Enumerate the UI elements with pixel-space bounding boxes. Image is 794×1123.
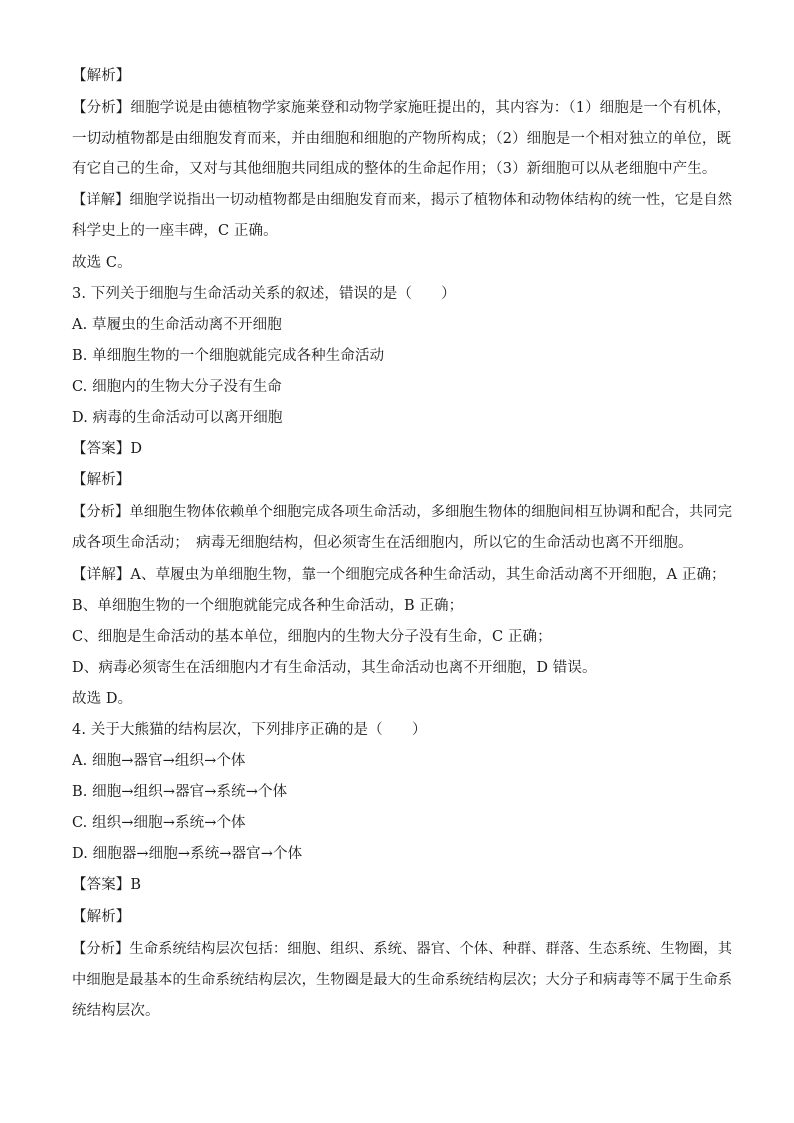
detail-paragraph-line: C、细胞是生命活动的基本单位，细胞内的生物大分子没有生命，C 正确；	[72, 629, 552, 645]
question-3-answer: 【答案】D	[72, 441, 143, 457]
section-heading-analysis: 【解析】	[72, 68, 131, 84]
question-4-option-a: A. 细胞→器官→组织→个体	[72, 753, 246, 769]
analysis-paragraph-line: 成各项生命活动； 病毒无细胞结构，但必须寄生在活细胞内，所以它的生命活动也离不开细胞。	[72, 535, 693, 551]
question-3-stem: 3. 下列关于细胞与生命活动关系的叙述，错误的是（ ）	[72, 286, 456, 302]
detail-paragraph-line: B、单细胞生物的一个细胞就能完成各种生命活动，B 正确；	[72, 598, 464, 614]
analysis-paragraph-line: 有它自己的生命，又对与其他细胞共同组成的整体的生命起作用；（3）新细胞可以从老细胞中产生。	[72, 161, 717, 177]
question-3-option-d: D. 病毒的生命活动可以离开细胞	[72, 410, 283, 426]
analysis-paragraph-line: 统结构层次。	[72, 1003, 160, 1019]
detail-paragraph-line: D、病毒必须寄生在活细胞内才有生命活动，其生命活动也离不开细胞，D 错误。	[72, 660, 597, 676]
analysis-paragraph-line: 【分析】细胞学说是由德植物学家施莱登和动物学家施旺提出的，其内容为：（1）细胞是一个有机体，	[72, 100, 732, 116]
detail-paragraph-line: 科学史上的一座丰碑，C 正确。	[72, 223, 278, 239]
section-heading-analysis: 【解析】	[72, 472, 131, 488]
question-3-option-b: B. 单细胞生物的一个细胞就能完成各种生命活动	[72, 348, 385, 364]
question-4-stem: 4. 关于大熊猫的结构层次，下列排序正确的是（ ）	[72, 722, 427, 738]
conclusion-line: 故选 D。	[72, 691, 133, 707]
section-heading-analysis: 【解析】	[72, 909, 131, 925]
analysis-paragraph-line: 中细胞是最基本的生命系统结构层次，生物圈是最大的生命系统结构层次；大分子和病毒等不属于生命系	[72, 972, 733, 988]
question-3-option-c: C. 细胞内的生物大分子没有生命	[72, 379, 282, 395]
question-4-answer: 【答案】B	[72, 877, 142, 893]
analysis-paragraph-line: 【分析】单细胞生物体依赖单个细胞完成各项生命活动，多细胞生物体的细胞间相互协调和配合，共同完	[72, 504, 733, 520]
analysis-paragraph-line: 一切动植物都是由细胞发育而来，并由细胞和细胞的产物所构成；（2）细胞是一个相对独立的单位，既	[72, 131, 732, 147]
conclusion-line: 故选 C。	[72, 255, 132, 271]
question-4-option-b: B. 细胞→组织→器官→系统→个体	[72, 784, 288, 800]
question-4-option-c: C. 组织→细胞→系统→个体	[72, 815, 246, 831]
question-3-option-a: A. 草履虫的生命活动离不开细胞	[72, 317, 282, 333]
question-4-option-d: D. 细胞器→细胞→系统→器官→个体	[72, 846, 303, 862]
detail-paragraph-line: 【详解】A、草履虫为单细胞生物，靠一个细胞完成各种生命活动，其生命活动离不开细胞，A 正确；	[72, 567, 726, 583]
analysis-paragraph-line: 【分析】生命系统结构层次包括：细胞、组织、系统、器官、个体、种群、群落、生态系统、生物圈，其	[72, 941, 733, 957]
detail-paragraph-line: 【详解】细胞学说指出一切动植物都是由细胞发育而来，揭示了植物体和动物体结构的统一性，它是自然	[72, 192, 733, 208]
